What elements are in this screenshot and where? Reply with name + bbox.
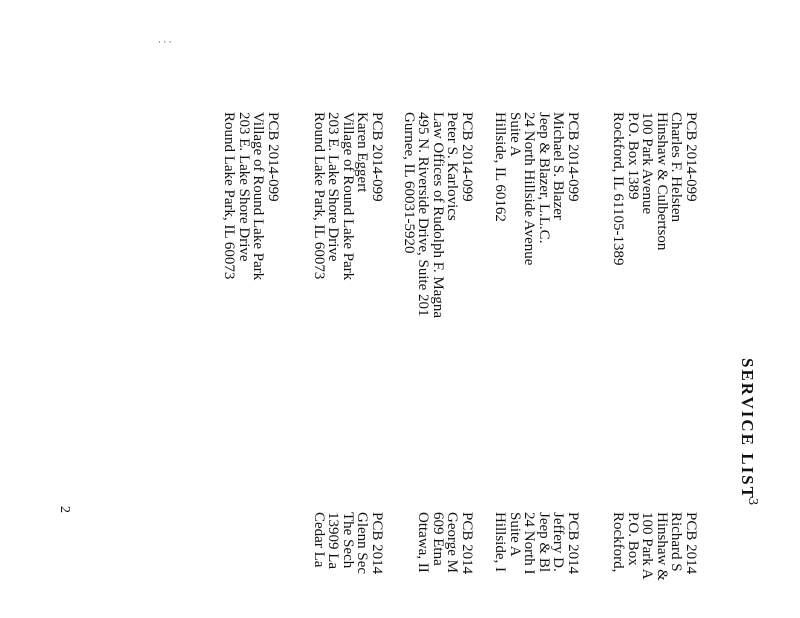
service-entry [610,512,698,581]
attorney-name: Richard S [668,512,685,572]
address-line: 203 E. Lake Shore Drive [235,112,252,262]
firm-name: The Sech [339,512,356,569]
page-number: 2 [57,506,72,513]
attorney-name: Michael S. Blazer [550,112,567,220]
attorney-name: Charles F. Helsten [668,112,685,223]
city-line: Hillside, IL 60162 [492,112,509,222]
service-entry [311,112,384,280]
attorney-name: Jeffery D. [550,512,567,572]
case-number: PCB 2014-099 [459,112,475,202]
firm-name: Village of Round Lake Park [250,112,267,281]
address-line: 495 N. Riverside Drive, Suite 201 [415,112,432,317]
service-entry [416,512,474,574]
case-number: PCB 2014-099 [369,112,385,202]
service-entry [492,512,580,575]
firm-name: Hinshaw & Culbertson [653,112,670,251]
city-line: Round Lake Park, IL 60073 [221,112,238,280]
service-entry [610,112,698,265]
firm-name: Village of Round Lake Park [339,112,356,281]
address-line: 24 North Hillside Avenue [521,112,538,266]
attorney-name: Karen Eggert [354,112,371,193]
firm-name: Jeep & Bl [535,512,552,572]
service-entry [311,512,384,574]
address-line: 203 E. Lake Shore Drive [325,112,342,262]
service-entry [401,112,474,318]
service-entry [222,112,280,280]
city-line: Rockford, [610,512,627,573]
attorney-name: Peter S. Karlovics [444,112,461,221]
case-number: PCB 2014-099 [565,112,581,202]
case-number: PCB 2014 [683,512,699,575]
scan-marks: · · · [158,37,172,47]
city-line: Round Lake Park, IL 60073 [310,112,327,280]
service-entry [492,112,580,265]
address-line: 609 Etna [429,512,446,566]
service-list-heading: SERVICE LIST [738,358,757,500]
case-number: PCB 2014 [369,512,385,575]
address-line: P.O. Box [624,512,641,566]
city-line: Hillside, I [492,512,509,572]
firm-name: Law Offices of Rudolph F. Magna [429,112,446,318]
address-line: Suite A [506,512,523,557]
address-line: 24 North I [521,512,538,575]
address-line: 100 Park Avenue [639,112,656,215]
firm-name: Jeep & Blazer, L.L.C. [535,112,552,244]
city-line: Gurnee, IL 60031-5920 [400,112,417,254]
city-line: Cedar La [310,512,327,568]
case-number: PCB 2014 [565,512,581,575]
address-line: 13909 La [325,512,342,570]
case-number: PCB 2014-099 [265,112,281,202]
address-line: P.O. Box 1389 [624,112,641,200]
city-line: Rockford, IL 61105-1389 [610,112,627,266]
city-line: Ottawa, II [415,512,432,573]
adjacent-page-number: 3 [745,498,760,505]
firm-name: Hinshaw & [653,512,670,581]
case-number: PCB 2014-099 [683,112,699,202]
attorney-name: George M [444,512,461,573]
case-number: PCB 2014 [459,512,475,575]
attorney-name: Glenn Sec [354,512,371,575]
address-line: 100 Park A [639,512,656,580]
address-line: Suite A [506,112,523,157]
